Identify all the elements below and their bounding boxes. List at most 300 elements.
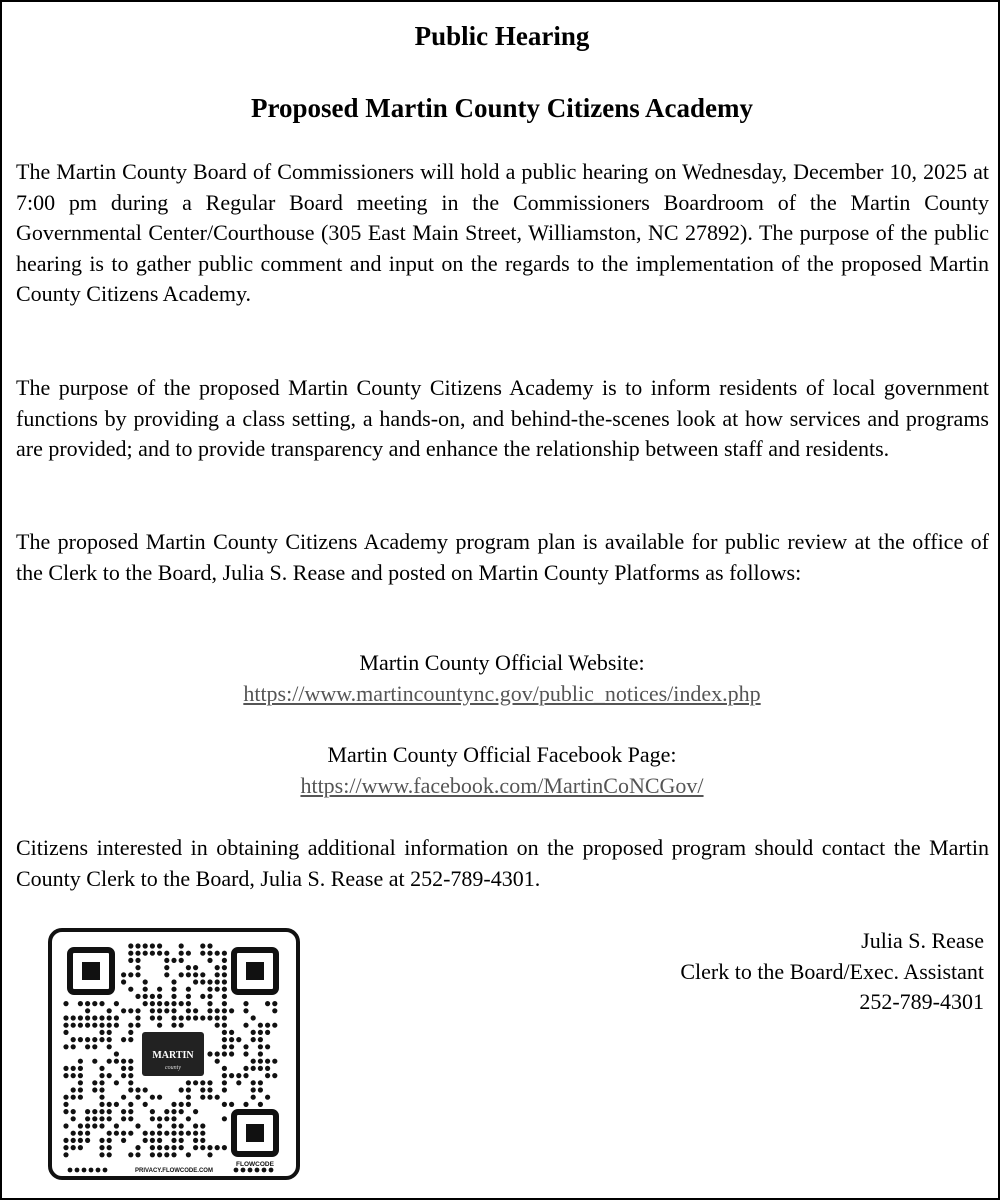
notice-title: Public Hearing bbox=[414, 21, 590, 51]
qr-dot bbox=[207, 1145, 212, 1150]
qr-dot bbox=[157, 1123, 162, 1128]
qr-dot bbox=[92, 1037, 97, 1042]
qr-dot bbox=[114, 1001, 119, 1006]
qr-dot bbox=[164, 1152, 169, 1157]
qr-dot bbox=[71, 1037, 76, 1042]
qr-dot bbox=[265, 1059, 270, 1064]
qr-dot bbox=[92, 1080, 97, 1085]
qr-dot bbox=[243, 1008, 248, 1013]
qr-dot bbox=[222, 1044, 227, 1049]
qr-dot bbox=[128, 1087, 133, 1092]
qr-dot bbox=[171, 1001, 176, 1006]
logo-subtext: county bbox=[165, 1065, 181, 1071]
qr-dot bbox=[229, 1044, 234, 1049]
qr-dot bbox=[63, 1015, 68, 1020]
qr-dot bbox=[222, 1037, 227, 1042]
qr-dot bbox=[121, 1073, 126, 1078]
qr-dot bbox=[71, 1116, 76, 1121]
qr-dot bbox=[164, 1131, 169, 1136]
signature-block bbox=[484, 926, 984, 1018]
qr-dot bbox=[128, 1152, 133, 1157]
qr-dot bbox=[63, 1123, 68, 1128]
qr-dot bbox=[179, 972, 184, 977]
qr-dot bbox=[103, 1168, 108, 1173]
qr-dot bbox=[258, 1087, 263, 1092]
qr-dot bbox=[171, 1138, 176, 1143]
qr-dot bbox=[71, 1095, 76, 1100]
qr-dot bbox=[71, 1066, 76, 1071]
qr-dot bbox=[193, 1015, 198, 1020]
contact-paragraph: Citizens interested in obtaining additional information on the proposed program should contact the Martin County Clerk to the Board, Julia S. Rease at 252-789-4301. bbox=[16, 835, 989, 891]
qr-dot bbox=[272, 1001, 277, 1006]
qr-dot bbox=[215, 1051, 220, 1056]
qr-dot bbox=[229, 1008, 234, 1013]
qr-dot bbox=[114, 1080, 119, 1085]
qr-dot bbox=[207, 951, 212, 956]
qr-dot bbox=[92, 1044, 97, 1049]
qr-dot bbox=[222, 1066, 227, 1071]
qr-dot bbox=[96, 1168, 101, 1173]
qr-dot bbox=[63, 1073, 68, 1078]
qr-dot bbox=[222, 987, 227, 992]
qr-dot bbox=[171, 1145, 176, 1150]
qr-dot bbox=[99, 1015, 104, 1020]
qr-dot bbox=[258, 1030, 263, 1035]
qr-dot bbox=[265, 1001, 270, 1006]
qr-dot bbox=[207, 994, 212, 999]
qr-dot bbox=[200, 943, 205, 948]
qr-dot bbox=[135, 943, 140, 948]
qr-dot bbox=[243, 1044, 248, 1049]
qr-dot bbox=[258, 1059, 263, 1064]
qr-dot bbox=[92, 1001, 97, 1006]
qr-dot bbox=[164, 972, 169, 977]
qr-dot bbox=[179, 951, 184, 956]
qr-dot bbox=[128, 1023, 133, 1028]
qr-dot bbox=[121, 1131, 126, 1136]
qr-dot bbox=[143, 987, 148, 992]
qr-dot bbox=[99, 1037, 104, 1042]
qr-dot bbox=[63, 1066, 68, 1071]
qr-dot bbox=[128, 1080, 133, 1085]
qr-dot bbox=[63, 1152, 68, 1157]
qr-dot bbox=[128, 1066, 133, 1071]
qr-dot bbox=[186, 972, 191, 977]
qr-dot bbox=[92, 1087, 97, 1092]
qr-dot bbox=[186, 965, 191, 970]
qr-dot bbox=[171, 1008, 176, 1013]
qr-dot bbox=[251, 1095, 256, 1100]
qr-dot bbox=[171, 979, 176, 984]
qr-dot bbox=[63, 1145, 68, 1150]
qr-dot bbox=[200, 1015, 205, 1020]
qr-dot bbox=[200, 994, 205, 999]
qr-dot bbox=[107, 1145, 112, 1150]
qr-dot bbox=[229, 1030, 234, 1035]
qr-dot bbox=[150, 1116, 155, 1121]
qr-dot bbox=[71, 1015, 76, 1020]
qr-dot bbox=[229, 1051, 234, 1056]
qr-dot bbox=[157, 1095, 162, 1100]
qr-dot bbox=[143, 994, 148, 999]
qr-dot bbox=[171, 1109, 176, 1114]
qr-dot bbox=[128, 1116, 133, 1121]
qr-dot bbox=[143, 979, 148, 984]
qr-dot bbox=[215, 1008, 220, 1013]
qr-dot bbox=[215, 979, 220, 984]
qr-dot bbox=[251, 1037, 256, 1042]
qr-dot bbox=[222, 994, 227, 999]
qr-dot bbox=[63, 1023, 68, 1028]
qr-dot bbox=[78, 1037, 83, 1042]
qr-dot bbox=[121, 1037, 126, 1042]
qr-dot bbox=[179, 1123, 184, 1128]
qr-dot bbox=[107, 1023, 112, 1028]
qr-dot bbox=[150, 1131, 155, 1136]
qr-dot bbox=[157, 1015, 162, 1020]
qr-dot bbox=[99, 1001, 104, 1006]
qr-dot bbox=[243, 1051, 248, 1056]
signature-name: Julia S. Rease bbox=[861, 928, 984, 953]
qr-dot bbox=[164, 1001, 169, 1006]
qr-dot bbox=[157, 1001, 162, 1006]
qr-dot bbox=[157, 951, 162, 956]
qr-dot bbox=[222, 1145, 227, 1150]
qr-dot bbox=[164, 965, 169, 970]
qr-dot bbox=[186, 1008, 191, 1013]
qr-dot bbox=[251, 1066, 256, 1071]
qr-dot bbox=[157, 943, 162, 948]
qr-dot bbox=[243, 1066, 248, 1071]
qr-dot bbox=[78, 1023, 83, 1028]
qr-dot bbox=[78, 1123, 83, 1128]
qr-dot bbox=[171, 1152, 176, 1157]
qr-dot bbox=[78, 1059, 83, 1064]
qr-dot bbox=[186, 1087, 191, 1092]
qr-dot bbox=[179, 943, 184, 948]
qr-dot bbox=[215, 987, 220, 992]
qr-dot bbox=[157, 1131, 162, 1136]
qr-dot bbox=[207, 979, 212, 984]
qr-dot bbox=[78, 1066, 83, 1071]
qr-dot bbox=[150, 994, 155, 999]
signature-phone: 252-789-4301 bbox=[859, 989, 984, 1015]
qr-dot bbox=[251, 1059, 256, 1064]
qr-dot bbox=[143, 1131, 148, 1136]
qr-dot bbox=[251, 1087, 256, 1092]
qr-dot bbox=[186, 1116, 191, 1121]
qr-dot bbox=[99, 1145, 104, 1150]
qr-dot bbox=[222, 1008, 227, 1013]
qr-dot bbox=[157, 1138, 162, 1143]
qr-dot bbox=[269, 1168, 274, 1173]
qr-dot bbox=[229, 1037, 234, 1042]
qr-dot bbox=[107, 1109, 112, 1114]
qr-dot bbox=[135, 1087, 140, 1092]
qr-dot bbox=[272, 1059, 277, 1064]
qr-dot bbox=[200, 1131, 205, 1136]
qr-dot bbox=[99, 1152, 104, 1157]
website-link[interactable]: https://www.martincountync.gov/public_notices/index.php bbox=[243, 680, 761, 706]
qr-dot bbox=[128, 1037, 133, 1042]
qr-dot bbox=[207, 987, 212, 992]
qr-dot bbox=[243, 1023, 248, 1028]
qr-dot bbox=[135, 1015, 140, 1020]
qr-dot bbox=[236, 1037, 241, 1042]
qr-dot bbox=[85, 1116, 90, 1121]
qr-dot bbox=[135, 958, 140, 963]
qr-dot bbox=[71, 1109, 76, 1114]
qr-dot bbox=[222, 1023, 227, 1028]
qr-dot bbox=[222, 958, 227, 963]
qr-dot bbox=[99, 1073, 104, 1078]
qr-dot bbox=[135, 994, 140, 999]
qr-dot bbox=[85, 1023, 90, 1028]
qr-dot bbox=[135, 965, 140, 970]
qr-dot bbox=[193, 1109, 198, 1114]
qr-dot bbox=[272, 1023, 277, 1028]
qr-dot bbox=[89, 1168, 94, 1173]
qr-dot bbox=[71, 1131, 76, 1136]
qr-dot bbox=[150, 943, 155, 948]
qr-dot bbox=[236, 1080, 241, 1085]
qr-dot bbox=[114, 1023, 119, 1028]
qr-dot bbox=[215, 972, 220, 977]
qr-dot bbox=[78, 1145, 83, 1150]
qr-dot bbox=[200, 1087, 205, 1092]
qr-dot bbox=[63, 1095, 68, 1100]
qr-dot bbox=[179, 1102, 184, 1107]
qr-dot bbox=[107, 1044, 112, 1049]
qr-dot bbox=[128, 1073, 133, 1078]
qr-dot bbox=[63, 1109, 68, 1114]
qr-dot bbox=[251, 1030, 256, 1035]
qr-dot bbox=[128, 1059, 133, 1064]
qr-dot bbox=[78, 1001, 83, 1006]
qr-dot bbox=[121, 1095, 126, 1100]
qr-dot bbox=[63, 1138, 68, 1143]
qr-dot bbox=[128, 1131, 133, 1136]
qr-dot bbox=[200, 1145, 205, 1150]
qr-dot bbox=[200, 972, 205, 977]
qr-dot bbox=[164, 1008, 169, 1013]
qr-dot bbox=[78, 1095, 83, 1100]
qr-dot bbox=[121, 1059, 126, 1064]
qr-dot bbox=[265, 1095, 270, 1100]
qr-dot bbox=[114, 1102, 119, 1107]
qr-dot bbox=[222, 1001, 227, 1006]
qr-dot bbox=[171, 1131, 176, 1136]
qr-dot bbox=[99, 1123, 104, 1128]
qr-dot bbox=[222, 1080, 227, 1085]
qr-code-icon[interactable] bbox=[48, 928, 300, 1180]
qr-dot bbox=[85, 1109, 90, 1114]
qr-dot bbox=[248, 1168, 253, 1173]
martin-county-logo bbox=[142, 1032, 204, 1076]
qr-dot bbox=[171, 994, 176, 999]
qr-dot bbox=[78, 1131, 83, 1136]
qr-dot bbox=[71, 1044, 76, 1049]
qr-dot bbox=[121, 1116, 126, 1121]
qr-dot bbox=[107, 1073, 112, 1078]
qr-dot bbox=[71, 1023, 76, 1028]
qr-dot bbox=[128, 1030, 133, 1035]
qr-dot bbox=[193, 1080, 198, 1085]
qr-dot bbox=[222, 972, 227, 977]
qr-dot bbox=[272, 1073, 277, 1078]
qr-dot bbox=[207, 1087, 212, 1092]
qr-dot bbox=[143, 1087, 148, 1092]
qr-dot bbox=[121, 1109, 126, 1114]
qr-dot bbox=[179, 1015, 184, 1020]
qr-dot bbox=[114, 1015, 119, 1020]
signature-role: Clerk to the Board/Exec. Assistant bbox=[680, 958, 984, 984]
qr-dot bbox=[272, 1008, 277, 1013]
qr-dot bbox=[215, 1023, 220, 1028]
qr-dot bbox=[92, 1059, 97, 1064]
qr-dot bbox=[215, 1015, 220, 1020]
qr-dot bbox=[186, 1102, 191, 1107]
qr-dot bbox=[71, 1087, 76, 1092]
qr-dot bbox=[114, 1051, 119, 1056]
qr-dot bbox=[258, 1037, 263, 1042]
qr-dot bbox=[85, 1138, 90, 1143]
qr-dot bbox=[193, 1138, 198, 1143]
qr-dot bbox=[78, 1080, 83, 1085]
qr-dot bbox=[193, 1131, 198, 1136]
qr-dot bbox=[107, 1008, 112, 1013]
qr-dot bbox=[200, 1138, 205, 1143]
facebook-link[interactable]: https://www.facebook.com/MartinCoNCGov/ bbox=[300, 772, 704, 798]
qr-dot bbox=[179, 1131, 184, 1136]
qr-dot bbox=[179, 1087, 184, 1092]
qr-dot bbox=[207, 1080, 212, 1085]
qr-dot bbox=[85, 1123, 90, 1128]
qr-dot bbox=[99, 1030, 104, 1035]
qr-dot bbox=[150, 951, 155, 956]
qr-dot bbox=[85, 1008, 90, 1013]
qr-dot bbox=[99, 1138, 104, 1143]
qr-dot bbox=[99, 1102, 104, 1107]
qr-dot bbox=[82, 1168, 87, 1173]
notice-subtitle: Proposed Martin County Citizens Academy bbox=[251, 93, 753, 123]
qr-dot bbox=[215, 951, 220, 956]
qr-dot bbox=[222, 1116, 227, 1121]
qr-dot bbox=[193, 972, 198, 977]
qr-dot bbox=[63, 1044, 68, 1049]
qr-dot bbox=[107, 1152, 112, 1157]
qr-dot bbox=[92, 1116, 97, 1121]
qr-dot bbox=[207, 1152, 212, 1157]
qr-dot bbox=[193, 1123, 198, 1128]
qr-dot bbox=[128, 972, 133, 977]
website-label: Martin County Official Website: bbox=[359, 650, 645, 675]
qr-dot bbox=[107, 1030, 112, 1035]
qr-dot bbox=[186, 1152, 191, 1157]
qr-dot bbox=[114, 1059, 119, 1064]
qr-dot bbox=[107, 1015, 112, 1020]
qr-dot bbox=[241, 1168, 246, 1173]
qr-dot bbox=[222, 1051, 227, 1056]
qr-dot bbox=[222, 1015, 227, 1020]
qr-dot bbox=[243, 1102, 248, 1107]
qr-dot bbox=[68, 1168, 73, 1173]
qr-dot bbox=[128, 987, 133, 992]
qr-dot bbox=[150, 1001, 155, 1006]
qr-dot bbox=[143, 1001, 148, 1006]
qr-dot bbox=[135, 1023, 140, 1028]
qr-dot bbox=[179, 1001, 184, 1006]
qr-dot bbox=[164, 951, 169, 956]
qr-dot bbox=[265, 1030, 270, 1035]
qr-dot bbox=[85, 1131, 90, 1136]
qr-dot bbox=[186, 994, 191, 999]
qr-dot bbox=[171, 1023, 176, 1028]
qr-dot bbox=[78, 1138, 83, 1143]
qr-dot bbox=[99, 1066, 104, 1071]
qr-dot bbox=[164, 958, 169, 963]
qr-dot bbox=[258, 1080, 263, 1085]
qr-dot bbox=[265, 1066, 270, 1071]
qr-dot bbox=[99, 1109, 104, 1114]
qr-dot bbox=[128, 1008, 133, 1013]
qr-dot bbox=[63, 1030, 68, 1035]
qr-dot bbox=[193, 1008, 198, 1013]
qr-dot bbox=[150, 1015, 155, 1020]
qr-dot bbox=[63, 1102, 68, 1107]
qr-dot bbox=[107, 1059, 112, 1064]
qr-dot bbox=[265, 1023, 270, 1028]
qr-dot bbox=[179, 1023, 184, 1028]
qr-dot bbox=[99, 1080, 104, 1085]
qr-dot bbox=[265, 1073, 270, 1078]
qr-dot bbox=[71, 1073, 76, 1078]
qr-dot bbox=[99, 1087, 104, 1092]
qr-dot bbox=[157, 994, 162, 999]
qr-dot bbox=[186, 987, 191, 992]
qr-dot bbox=[251, 1015, 256, 1020]
qr-dot bbox=[121, 972, 126, 977]
qr-dot bbox=[171, 1102, 176, 1107]
qr-dot bbox=[128, 958, 133, 963]
qr-dot bbox=[171, 1015, 176, 1020]
qr-dot bbox=[135, 1095, 140, 1100]
qr-dot bbox=[171, 1123, 176, 1128]
qr-dot bbox=[207, 1001, 212, 1006]
qr-dot bbox=[135, 1152, 140, 1157]
qr-dot bbox=[186, 1015, 191, 1020]
qr-dot bbox=[258, 1044, 263, 1049]
purpose-paragraph: The purpose of the proposed Martin County Citizens Academy is to inform residents of local government functions by providing a class setting, a hands-on, and behind-the-scenes look at how services and programs are provided; and to provide transparency and enhance the relationship between staff and residents. bbox=[16, 375, 989, 462]
qr-dot bbox=[186, 951, 191, 956]
qr-dot bbox=[121, 1008, 126, 1013]
qr-dot bbox=[143, 1102, 148, 1107]
qr-dot bbox=[107, 1131, 112, 1136]
qr-dot bbox=[222, 1030, 227, 1035]
qr-dot bbox=[207, 958, 212, 963]
qr-dot bbox=[128, 951, 133, 956]
qr-dot bbox=[179, 1145, 184, 1150]
qr-dot bbox=[215, 965, 220, 970]
qr-dot bbox=[200, 951, 205, 956]
qr-dot bbox=[258, 1102, 263, 1107]
qr-dot bbox=[107, 1116, 112, 1121]
qr-dot bbox=[179, 1138, 184, 1143]
hearing-paragraph: The Martin County Board of Commissioners will hold a public hearing on Wednesday, December 10, 2025 at 7:00 pm during a Regular Board meeting in the Commissioners Boardroom of the Martin County Governmental Center/Courthouse (305 East Main Street, Williamston, NC 27892). The purpose of the public hearing is to gather public comment and input on the regards to the implementation of the proposed Martin County Citizens Academy. bbox=[16, 159, 989, 307]
qr-dot bbox=[157, 1116, 162, 1121]
qr-dot bbox=[92, 1023, 97, 1028]
qr-dot bbox=[107, 1138, 112, 1143]
